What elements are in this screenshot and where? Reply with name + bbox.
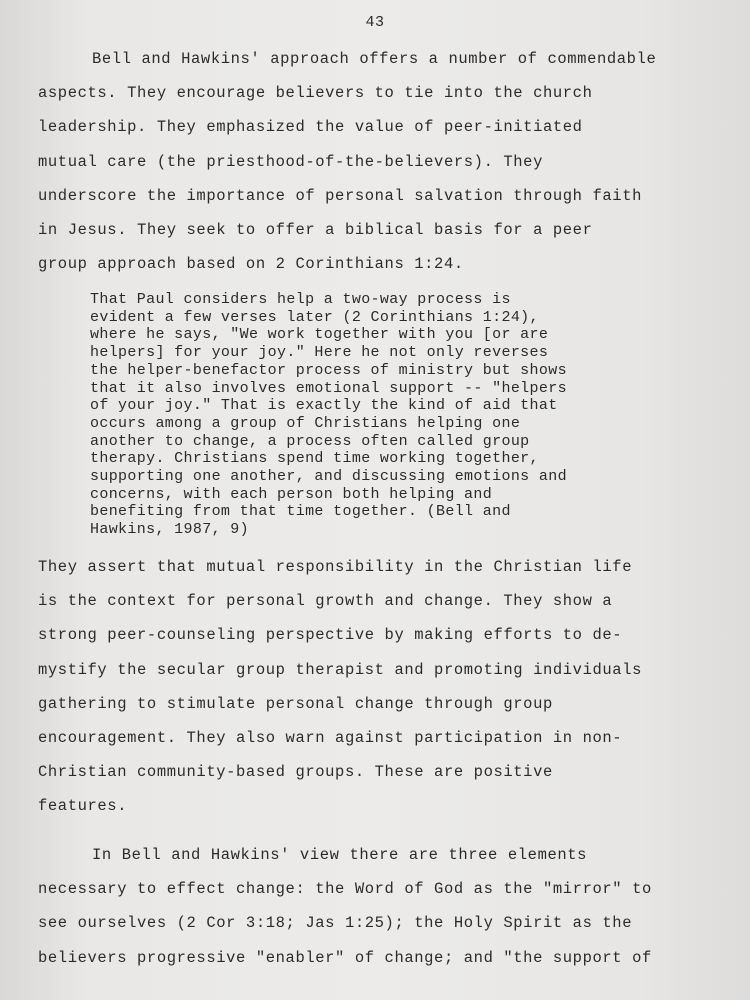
text-line: leadership. They emphasized the value of peer-initiated [38, 118, 583, 137]
text-line: Christian community-based groups. These are positive [38, 763, 553, 782]
text-line: see ourselves (2 Cor 3:18; Jas 1:25); the Holy Spirit as the [38, 914, 633, 933]
text-line: is the context for personal growth and change. They show a [38, 592, 613, 611]
text-line: Bell and Hawkins' approach offers a number of commendable [92, 50, 657, 68]
quote-line: that it also involves emotional support -- "helpers [90, 379, 567, 397]
text-line: believers progressive "enabler" of change; and "the support of [38, 948, 652, 967]
text-line: in Jesus. They seek to offer a biblical basis for a peer [38, 221, 593, 240]
quote-line: evident a few verses later (2 Corinthians 1:24), [90, 308, 539, 326]
text-line: features. [38, 797, 128, 816]
text-line: They assert that mutual responsibility in the Christian life [38, 558, 633, 576]
quote-line: supporting one another, and discussing emotions and [90, 468, 567, 486]
text-line: mutual care (the priesthood-of-the-believers). They [38, 152, 543, 171]
quote-line: where he says, "We work together with you [or are [90, 326, 549, 344]
quote-line: helpers] for your joy." Here he not only reverses [90, 344, 549, 362]
text-line: aspects. They encourage believers to tie into the church [38, 84, 593, 103]
quote-line: concerns, with each person both helping and [90, 485, 493, 503]
block-quote [90, 291, 710, 539]
paragraph-3 [38, 838, 728, 975]
paragraph-1 [38, 42, 728, 281]
page-number: 43 [365, 14, 385, 31]
quote-line: the helper-benefactor process of ministry but shows [90, 361, 567, 379]
text-line: group approach based on 2 Corinthians 1:24. [38, 255, 464, 274]
quote-line: That Paul considers help a two-way process is [90, 291, 511, 308]
text-line: necessary to effect change: the Word of God as the "mirror" to [38, 880, 652, 899]
text-line: underscore the importance of personal salvation through faith [38, 186, 642, 205]
text-line: mystify the secular group therapist and promoting individuals [38, 660, 642, 679]
text-line: encouragement. They also warn against participation in non- [38, 729, 623, 748]
paragraph-2 [38, 550, 728, 824]
quote-line: benefiting from that time together. (Bell and [90, 503, 511, 521]
quote-line: occurs among a group of Christians helping one [90, 414, 521, 432]
quote-line: therapy. Christians spend time working together, [90, 450, 539, 468]
quote-line: another to change, a process often called group [90, 432, 530, 450]
quote-line: of your joy." That is exactly the kind of aid that [90, 397, 558, 415]
text-line: gathering to stimulate personal change through group [38, 694, 553, 713]
text-line: In Bell and Hawkins' view there are three elements [92, 846, 588, 864]
quote-line: Hawkins, 1987, 9) [90, 521, 249, 539]
text-line: strong peer-counseling perspective by making efforts to de- [38, 626, 623, 645]
